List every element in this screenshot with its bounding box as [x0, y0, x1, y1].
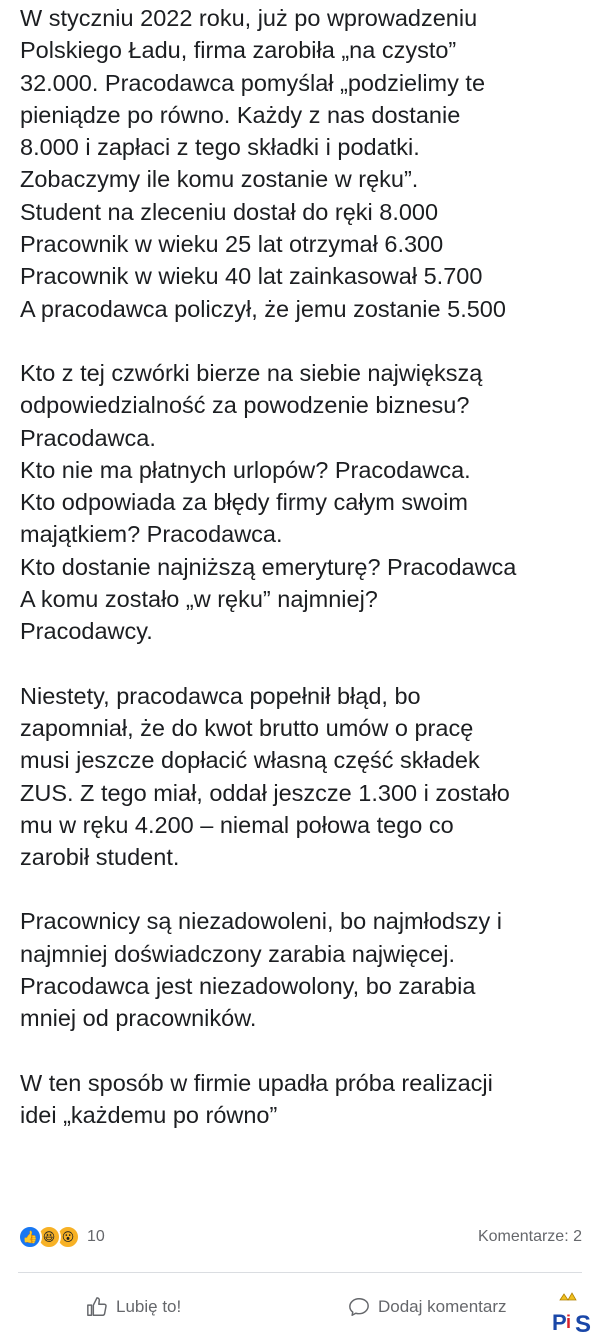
watermark-logo [548, 1292, 598, 1336]
paragraph-gap [20, 648, 590, 680]
post-text-line: Polskiego Ładu, firma zarobiła „na czysto” [20, 37, 457, 64]
like-reaction-icon: 👍 [18, 1225, 42, 1249]
post-text-line: Pracownik w wieku 40 lat zainkasował 5.700 [20, 263, 483, 290]
post-text-line: idei „każdemu po równo” [20, 1101, 278, 1128]
post-text-line: Zobaczymy ile komu zostanie w ręku”. [20, 166, 419, 193]
post-text-line: odpowiedzialność za powodzenie biznesu? [20, 392, 470, 419]
post-text-line: ZUS. Z tego miał, oddał jeszcze 1.300 i zostało [20, 779, 510, 806]
post-text-line: W ten sposób w firmie upadła próba realizacji [20, 1069, 493, 1096]
svg-text:P: P [552, 1310, 567, 1335]
reaction-count[interactable]: 10 [87, 1228, 105, 1245]
post-text-line: najmniej doświadczony zarabia najwięcej. [20, 940, 455, 967]
post-text-line: Pracodawcy. [20, 618, 153, 645]
post-text-line: 32.000. Pracodawca pomyślał „podzielimy te [20, 69, 486, 96]
svg-text:i: i [566, 1312, 572, 1332]
post-text-line: mu w ręku 4.200 – niemal połowa tego co [20, 811, 454, 838]
divider [18, 1272, 582, 1273]
post-text-line: Pracownik w wieku 25 lat otrzymał 6.300 [20, 231, 444, 258]
reaction-icons[interactable] [18, 1225, 105, 1249]
post-text-line: Pracodawca. [20, 424, 156, 451]
post-text-line: zarobił student. [20, 844, 180, 871]
post-text-line: Pracodawca jest niezadowolony, bo zarabia [20, 973, 476, 1000]
wow-reaction-icon: 😮 [56, 1225, 80, 1249]
post-text-line: zapomniał, że do kwot brutto umów o pracę [20, 714, 474, 741]
like-button-label: Lubię to! [116, 1297, 182, 1316]
paragraph-gap [20, 325, 590, 357]
post-text-line: W styczniu 2022 roku, już po wprowadzeniu [20, 5, 478, 31]
post-text-line: A komu zostało „w ręku” najmniej? [20, 586, 378, 613]
post-text-line: pieniądze po równo. Każdy z nas dostanie [20, 101, 461, 128]
post-text-line: Kto dostanie najniższą emeryturę? Pracodawca [20, 553, 517, 580]
comment-button-label: Dodaj komentarz [378, 1297, 507, 1316]
post-text-line: mniej od pracowników. [20, 1005, 257, 1032]
paragraph-gap [20, 1035, 590, 1067]
reactions-bar[interactable] [18, 1224, 582, 1250]
action-bar [0, 1288, 600, 1328]
post-text-line: majątkiem? Pracodawca. [20, 521, 283, 548]
post-text-line: Student na zleceniu dostał do ręki 8.000 [20, 198, 439, 225]
haha-reaction-icon: 😆 [37, 1225, 61, 1249]
post-text-line: A pracodawca policzył, że jemu zostanie 5.500 [20, 295, 506, 322]
comments-count[interactable]: Komentarze: 2 [477, 1228, 582, 1245]
thumbs-up-icon [86, 1296, 108, 1318]
paragraph-gap [20, 873, 590, 905]
post-text-line: 8.000 i zapłaci z tego składki i podatki. [20, 134, 420, 161]
post-text-line: musi jeszcze dopłacić własną część składek [20, 747, 480, 774]
like-button[interactable] [86, 1296, 181, 1318]
post-text-line: Kto odpowiada za błędy firmy całym swoim [20, 489, 468, 516]
comment-button[interactable] [348, 1296, 507, 1318]
post-text-line: Kto z tej czwórki bierze na siebie największą [20, 359, 483, 386]
post-text-line: Niestety, pracodawca popełnił błąd, bo [20, 682, 421, 709]
post-body [20, 2, 590, 1131]
post-text-line: Kto nie ma płatnych urlopów? Pracodawca. [20, 456, 471, 483]
comment-icon [348, 1296, 370, 1318]
svg-text:S: S [575, 1311, 592, 1336]
post-text-line: Pracownicy są niezadowoleni, bo najmłodszy i [20, 908, 502, 935]
